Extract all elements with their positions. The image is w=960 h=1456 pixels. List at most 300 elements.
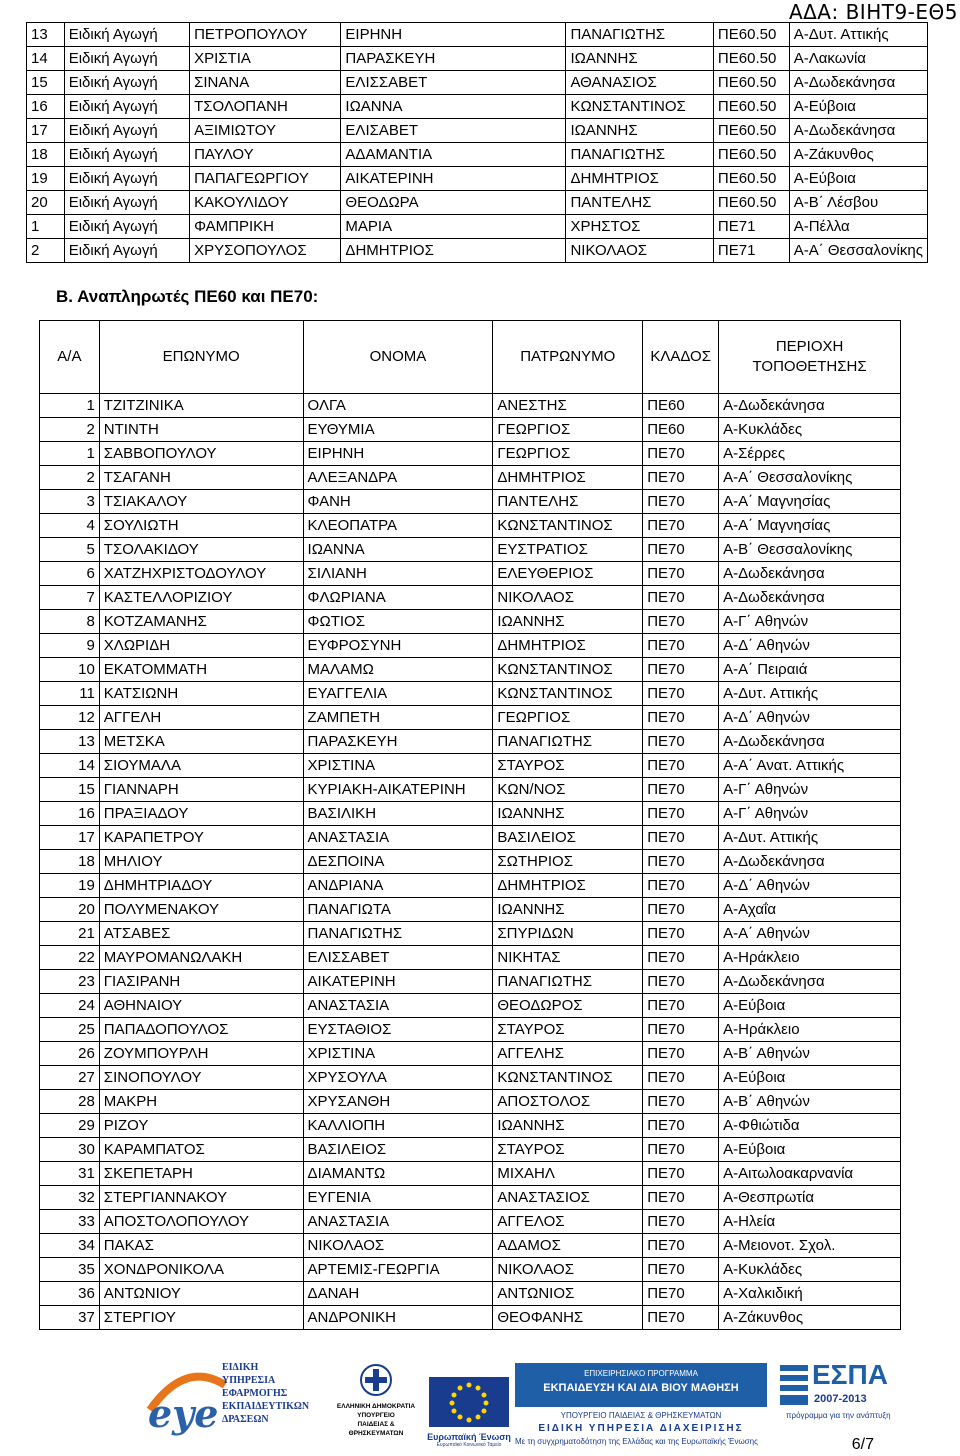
table-cell: ΣΠΥΡΙΔΩΝ bbox=[493, 922, 643, 946]
table-cell: ΑΠΟΣΤΟΛΟΣ bbox=[493, 1090, 643, 1114]
table-cell: 20 bbox=[40, 898, 100, 922]
table-cell: 13 bbox=[27, 23, 65, 47]
table-row bbox=[40, 490, 901, 514]
table-cell: ΑΝΑΣΤΑΣΙΟΣ bbox=[493, 1186, 643, 1210]
table-cell: Ειδική Αγωγή bbox=[64, 47, 189, 71]
table-cell: ΠΕ70 bbox=[643, 514, 719, 538]
table-cell: ΠΑΚΑΣ bbox=[99, 1234, 303, 1258]
table-cell: Ειδική Αγωγή bbox=[64, 119, 189, 143]
table-row bbox=[40, 682, 901, 706]
table-cell: ΜΑΥΡΟΜΑΝΩΛΑΚΗ bbox=[99, 946, 303, 970]
program-name-label: ΕΚΠΑΙΔΕΥΣΗ ΚΑΙ ΔΙΑ ΒΙΟΥ ΜΑΘΗΣΗ bbox=[543, 1382, 739, 1394]
table-cell: Α-Δωδεκάνησα bbox=[719, 562, 901, 586]
table-cell: ΚΑΛΛΙΟΠΗ bbox=[303, 1114, 493, 1138]
table-cell: 15 bbox=[40, 778, 100, 802]
program-top-label: ΕΠΙΧΕΙΡΗΣΙΑΚΟ ΠΡΟΓΡΑΜΜΑ bbox=[584, 1369, 698, 1378]
table-cell: Ειδική Αγωγή bbox=[64, 143, 189, 167]
table-cell: ΠΕ70 bbox=[643, 802, 719, 826]
table-cell: ΣΤΕΡΓΙΑΝΝΑΚΟΥ bbox=[99, 1186, 303, 1210]
table-cell: ΘΕΟΔΩΡΟΣ bbox=[493, 994, 643, 1018]
table-cell: 37 bbox=[40, 1306, 100, 1330]
table-cell: ΠΕ70 bbox=[643, 1114, 719, 1138]
table-cell: 2 bbox=[27, 239, 65, 263]
table-cell: ΠΕ70 bbox=[643, 682, 719, 706]
table-cell: ΑΔΑΜΑΝΤΙΑ bbox=[341, 143, 566, 167]
table-cell: 32 bbox=[40, 1186, 100, 1210]
table-cell: ΑΔΑΜΟΣ bbox=[493, 1234, 643, 1258]
table-cell: Α-Δ΄ Αθηνών bbox=[719, 874, 901, 898]
table-cell: Α-Σέρρες bbox=[719, 442, 901, 466]
eye-logo-text: eye bbox=[148, 1391, 219, 1436]
espa-years: 2007-2013 bbox=[814, 1393, 867, 1405]
table-cell: 12 bbox=[40, 706, 100, 730]
table-cell: 14 bbox=[27, 47, 65, 71]
table-cell: ΠΑΡΑΣΚΕΥΗ bbox=[341, 47, 566, 71]
table-cell: ΠΑΝΑΓΙΩΤΗΣ bbox=[303, 922, 493, 946]
table-row bbox=[40, 946, 901, 970]
table-cell: ΠΕ70 bbox=[643, 778, 719, 802]
table-cell: ΠΕ70 bbox=[643, 754, 719, 778]
table-cell: ΑΝΕΣΤΗΣ bbox=[493, 394, 643, 418]
table-cell: ΑΤΣΑΒΕΣ bbox=[99, 922, 303, 946]
table-cell: ΠΕ60 bbox=[643, 418, 719, 442]
table-cell: ΑΙΚΑΤΕΡΙΝΗ bbox=[341, 167, 566, 191]
table-cell: ΜΕΤΣΚΑ bbox=[99, 730, 303, 754]
page-number: 6/7 bbox=[851, 1436, 874, 1453]
table-cell: Α-Εύβοια bbox=[719, 1066, 901, 1090]
table-cell: ΕΥΑΓΓΕΛΙΑ bbox=[303, 682, 493, 706]
table-cell: ΧΡΙΣΤΙΝΑ bbox=[303, 1042, 493, 1066]
table-cell: ΠΕ70 bbox=[643, 586, 719, 610]
table-cell: ΝΤΙΝΤΗ bbox=[99, 418, 303, 442]
table-row bbox=[40, 562, 901, 586]
table-cell: ΜΗΛΙΟΥ bbox=[99, 850, 303, 874]
espa-sub: πρόγραμμα για την ανάπτυξη bbox=[786, 1411, 891, 1420]
table-cell: ΦΑΜΠΡΙΚΗ bbox=[190, 215, 341, 239]
table-cell: 23 bbox=[40, 970, 100, 994]
table-cell: ΚΑΣΤΕΛΛΟΡΙΖΙΟΥ bbox=[99, 586, 303, 610]
table-row bbox=[27, 191, 928, 215]
table-cell: ΠΑΝΑΓΙΩΤΗΣ bbox=[566, 23, 713, 47]
table-cell: ΚΛΕΟΠΑΤΡΑ bbox=[303, 514, 493, 538]
eye-logo-icon bbox=[140, 1355, 230, 1441]
table-cell: 18 bbox=[27, 143, 65, 167]
table-cell: 2 bbox=[40, 466, 100, 490]
table-cell: ΠΑΥΛΟΥ bbox=[190, 143, 341, 167]
table-cell: ΠΕ60.50 bbox=[713, 143, 789, 167]
table-row bbox=[40, 586, 901, 610]
table-cell: ΣΤΑΥΡΟΣ bbox=[493, 754, 643, 778]
table-cell: 26 bbox=[40, 1042, 100, 1066]
table-cell: ΠΕ70 bbox=[643, 1066, 719, 1090]
table-row bbox=[40, 1042, 901, 1066]
table-cell: ΠΑΝΑΓΙΩΤΗΣ bbox=[566, 143, 713, 167]
table-cell: Α-Κυκλάδες bbox=[719, 418, 901, 442]
cofund-note: Με τη συγχρηματοδότηση της Ελλάδας και της Ευρωπαϊκής Ένωσης bbox=[515, 1437, 758, 1446]
table-cell: ΤΣΑΓΑΝΗ bbox=[99, 466, 303, 490]
table-row bbox=[40, 1162, 901, 1186]
table-cell: ΔΗΜΗΤΡΙΟΣ bbox=[566, 167, 713, 191]
table-cell: Α-Δωδεκάνησα bbox=[719, 970, 901, 994]
table-cell: ΣΤΑΥΡΟΣ bbox=[493, 1018, 643, 1042]
table-cell: ΕΚΑΤΟΜΜΑΤΗ bbox=[99, 658, 303, 682]
table-cell: 25 bbox=[40, 1018, 100, 1042]
table-cell: ΑΝΤΩΝΙΟΥ bbox=[99, 1282, 303, 1306]
table-b-header-row bbox=[40, 321, 901, 394]
table-cell: ΠΕ70 bbox=[643, 634, 719, 658]
ministry-line-4: ΘΡΗΣΚΕΥΜΑΤΩΝ bbox=[348, 1430, 404, 1437]
table-cell: ΕΥΦΡΟΣΥΝΗ bbox=[303, 634, 493, 658]
table-cell: 14 bbox=[40, 754, 100, 778]
table-cell: 11 bbox=[40, 682, 100, 706]
table-cell: Α-Ηράκλειο bbox=[719, 1018, 901, 1042]
table-cell: ΑΝΤΩΝΙΟΣ bbox=[493, 1282, 643, 1306]
table-cell: ΚΩΝΣΤΑΝΤΙΝΟΣ bbox=[493, 682, 643, 706]
table-cell: ΓΕΩΡΓΙΟΣ bbox=[493, 706, 643, 730]
table-cell: Α-Α΄ Θεσσαλονίκης bbox=[789, 239, 927, 263]
table-row bbox=[40, 922, 901, 946]
table-cell: Ειδική Αγωγή bbox=[64, 215, 189, 239]
table-cell: 17 bbox=[40, 826, 100, 850]
table-cell: ΣΤΕΡΓΙΟΥ bbox=[99, 1306, 303, 1330]
table-cell: ΧΛΩΡΙΔΗ bbox=[99, 634, 303, 658]
table-cell: ΦΑΝΗ bbox=[303, 490, 493, 514]
table-cell: Α-Α΄ Ανατ. Αττικής bbox=[719, 754, 901, 778]
table-cell: ΠΕ70 bbox=[643, 466, 719, 490]
table-cell: ΟΛΓΑ bbox=[303, 394, 493, 418]
table-cell: ΑΝΑΣΤΑΣΙΑ bbox=[303, 994, 493, 1018]
table-cell: Α-Εύβοια bbox=[719, 1138, 901, 1162]
table-cell: ΘΕΟΔΩΡΑ bbox=[341, 191, 566, 215]
table-cell: ΑΓΓΕΛΗ bbox=[99, 706, 303, 730]
table-cell: ΠΕ70 bbox=[643, 1090, 719, 1114]
ministry-line-1: ΕΛΛΗΝΙΚΗ ΔΗΜΟΚΡΑΤΙΑ bbox=[336, 1403, 416, 1410]
table-cell: Α-Δ΄ Αθηνών bbox=[719, 634, 901, 658]
table-cell: 24 bbox=[40, 994, 100, 1018]
table-cell: ΠΕ70 bbox=[643, 1162, 719, 1186]
table-cell: ΖΟΥΜΠΟΥΡΛΗ bbox=[99, 1042, 303, 1066]
table-cell: Α-Β΄ Αθηνών bbox=[719, 1090, 901, 1114]
table-cell: Α-Δυτ. Αττικής bbox=[789, 23, 927, 47]
table-row bbox=[40, 778, 901, 802]
table-cell: 20 bbox=[27, 191, 65, 215]
table-cell: ΣΙΛΙΑΝΗ bbox=[303, 562, 493, 586]
table-cell: ΠΕ70 bbox=[643, 610, 719, 634]
table-cell: 7 bbox=[40, 586, 100, 610]
table-cell: ΙΩΑΝΝΑ bbox=[303, 538, 493, 562]
table-row bbox=[27, 71, 928, 95]
table-cell: ΙΩΑΝΝΑ bbox=[341, 95, 566, 119]
table-cell: ΑΛΕΞΑΝΔΡΑ bbox=[303, 466, 493, 490]
table-cell: ΔΗΜΗΤΡΙΟΣ bbox=[493, 874, 643, 898]
table-row bbox=[40, 898, 901, 922]
table-cell: ΚΩΝΣΤΑΝΤΙΝΟΣ bbox=[493, 1066, 643, 1090]
table-cell: Ειδική Αγωγή bbox=[64, 71, 189, 95]
table-cell: ΚΑΡΑΜΠΑΤΟΣ bbox=[99, 1138, 303, 1162]
program-ministry-label: ΥΠΟΥΡΓΕΙΟ ΠΑΙΔΕΙΑΣ & ΘΡΗΣΚΕΥΜΑΤΩΝ bbox=[560, 1411, 722, 1420]
table-cell: 19 bbox=[27, 167, 65, 191]
table-cell: ΠΕ60.50 bbox=[713, 191, 789, 215]
table-cell: ΠΕ60.50 bbox=[713, 23, 789, 47]
table-cell: ΔΗΜΗΤΡΙΟΣ bbox=[493, 634, 643, 658]
table-cell: ΠΕ70 bbox=[643, 826, 719, 850]
table-cell: 15 bbox=[27, 71, 65, 95]
table-cell: Α-Α΄ Πειραιά bbox=[719, 658, 901, 682]
table-cell: 27 bbox=[40, 1066, 100, 1090]
eye-line-2: ΥΠΗΡΕΣΙΑ bbox=[222, 1375, 276, 1386]
table-cell: 1 bbox=[27, 215, 65, 239]
table-cell: Α-Α΄ Μαγνησίας bbox=[719, 514, 901, 538]
table-cell: ΕΙΡΗΝΗ bbox=[341, 23, 566, 47]
eye-logo bbox=[140, 1355, 310, 1445]
table-cell: ΠΑΠΑΓΕΩΡΓΙΟΥ bbox=[190, 167, 341, 191]
table-row bbox=[40, 1090, 901, 1114]
table-cell: Α-Αχαΐα bbox=[719, 898, 901, 922]
table-row bbox=[40, 874, 901, 898]
table-row bbox=[40, 1282, 901, 1306]
table-cell: Α-Β΄ Θεσσαλονίκης bbox=[719, 538, 901, 562]
table-cell: ΚΩΝΣΤΑΝΤΙΝΟΣ bbox=[493, 514, 643, 538]
table-row bbox=[40, 610, 901, 634]
table-cell: ΕΛΕΥΘΕΡΙΟΣ bbox=[493, 562, 643, 586]
table-cell: ΣΑΒΒΟΠΟΥΛΟΥ bbox=[99, 442, 303, 466]
table-cell: ΠΕ70 bbox=[643, 562, 719, 586]
table-cell: ΙΩΑΝΝΗΣ bbox=[493, 898, 643, 922]
table-cell: 6 bbox=[40, 562, 100, 586]
table-cell: ΠΕ60.50 bbox=[713, 119, 789, 143]
eye-line-4: ΕΚΠΑΙΔΕΥΤΙΚΩΝ bbox=[222, 1401, 310, 1412]
table-cell: ΕΙΡΗΝΗ bbox=[303, 442, 493, 466]
table-row bbox=[27, 143, 928, 167]
table-cell: 19 bbox=[40, 874, 100, 898]
table-cell: Α-Ζάκυνθος bbox=[719, 1306, 901, 1330]
table-row bbox=[40, 394, 901, 418]
table-cell: Α-Χαλκιδική bbox=[719, 1282, 901, 1306]
table-cell: ΓΙΑΝΝΑΡΗ bbox=[99, 778, 303, 802]
table-cell: 33 bbox=[40, 1210, 100, 1234]
table-cell: ΠΕ60.50 bbox=[713, 71, 789, 95]
table-cell: ΠΕ70 bbox=[643, 442, 719, 466]
table-cell: ΙΩΑΝΝΗΣ bbox=[566, 47, 713, 71]
table-cell: ΠΕ70 bbox=[643, 1258, 719, 1282]
table-cell: 28 bbox=[40, 1090, 100, 1114]
program-mgmt-label: ΕΙΔΙΚΗ ΥΠΗΡΕΣΙΑ ΔΙΑΧΕΙΡΙΣΗΣ bbox=[538, 1423, 744, 1434]
table-cell: Α-Ζάκυνθος bbox=[789, 143, 927, 167]
table-cell: Α-Δωδεκάνησα bbox=[719, 586, 901, 610]
footer-logos bbox=[0, 1355, 960, 1456]
table-row bbox=[40, 1258, 901, 1282]
table-cell: Ειδική Αγωγή bbox=[64, 239, 189, 263]
greek-emblem-icon bbox=[359, 1363, 393, 1397]
table-cell: ΠΕ70 bbox=[643, 1306, 719, 1330]
table-cell: ΚΑΚΟΥΛΙΔΟΥ bbox=[190, 191, 341, 215]
table-cell: ΕΥΓΕΝΙΑ bbox=[303, 1186, 493, 1210]
table-a-body bbox=[27, 23, 928, 263]
table-row bbox=[40, 1210, 901, 1234]
table-cell: ΧΡΥΣΑΝΘΗ bbox=[303, 1090, 493, 1114]
espa-flag-icon bbox=[780, 1365, 808, 1405]
table-row bbox=[40, 1306, 901, 1330]
table-cell: 31 bbox=[40, 1162, 100, 1186]
table-cell: Ειδική Αγωγή bbox=[64, 191, 189, 215]
table-cell: ΠΑΝΑΓΙΩΤΑ bbox=[303, 898, 493, 922]
table-row bbox=[40, 1018, 901, 1042]
table-cell: ΑΞΙΜΙΩΤΟΥ bbox=[190, 119, 341, 143]
table-cell: ΡΙΖΟΥ bbox=[99, 1114, 303, 1138]
table-cell: 18 bbox=[40, 850, 100, 874]
table-cell: ΧΑΤΖΗΧΡΙΣΤΟΔΟΥΛΟΥ bbox=[99, 562, 303, 586]
table-cell: Ειδική Αγωγή bbox=[64, 167, 189, 191]
table-cell: 30 bbox=[40, 1138, 100, 1162]
table-cell: ΠΕ70 bbox=[643, 970, 719, 994]
table-row bbox=[40, 826, 901, 850]
table-cell: ΙΩΑΝΝΗΣ bbox=[566, 119, 713, 143]
table-cell: ΜΑΛΑΜΩ bbox=[303, 658, 493, 682]
table-cell: 13 bbox=[40, 730, 100, 754]
table-row bbox=[27, 167, 928, 191]
table-cell: 35 bbox=[40, 1258, 100, 1282]
table-cell: ΠΑΝΤΕΛΗΣ bbox=[566, 191, 713, 215]
table-cell: ΒΑΣΙΛΙΚΗ bbox=[303, 802, 493, 826]
table-cell: ΧΟΝΔΡΟΝΙΚΟΛΑ bbox=[99, 1258, 303, 1282]
table-cell: Α-Β΄ Αθηνών bbox=[719, 1042, 901, 1066]
table-cell: 22 bbox=[40, 946, 100, 970]
table-cell: 5 bbox=[40, 538, 100, 562]
table-cell: ΕΥΣΤΑΘΙΟΣ bbox=[303, 1018, 493, 1042]
table-cell: ΠΕ70 bbox=[643, 946, 719, 970]
table-cell: ΜΑΡΙΑ bbox=[341, 215, 566, 239]
col-header-region: ΠΕΡΙΟΧΗ ΤΟΠΟΘΕΤΗΣΗΣ bbox=[719, 321, 901, 394]
table-cell: ΓΕΩΡΓΙΟΣ bbox=[493, 418, 643, 442]
table-cell: ΕΛΙΣΣΑΒΕΤ bbox=[341, 71, 566, 95]
table-b bbox=[39, 320, 901, 1330]
table-row bbox=[40, 442, 901, 466]
table-row bbox=[40, 538, 901, 562]
table-cell: ΙΩΑΝΝΗΣ bbox=[493, 802, 643, 826]
table-cell: Α-Πέλλα bbox=[789, 215, 927, 239]
col-header-name: ΟΝΟΜΑ bbox=[303, 321, 493, 394]
table-cell: ΠΕ70 bbox=[643, 1210, 719, 1234]
table-cell: ΑΓΓΕΛΗΣ bbox=[493, 1042, 643, 1066]
table-cell: ΠΕ70 bbox=[643, 1138, 719, 1162]
table-cell: Α-Β΄ Λέσβου bbox=[789, 191, 927, 215]
table-cell: ΠΕ70 bbox=[643, 898, 719, 922]
table-cell: ΠΕ60.50 bbox=[713, 167, 789, 191]
table-cell: ΤΣΙΑΚΑΛΟΥ bbox=[99, 490, 303, 514]
table-cell: 4 bbox=[40, 514, 100, 538]
table-cell: Α-Δωδεκάνησα bbox=[719, 730, 901, 754]
table-row bbox=[40, 1066, 901, 1090]
table-cell: 2 bbox=[40, 418, 100, 442]
table-cell: ΣΚΕΠΕΤΑΡΗ bbox=[99, 1162, 303, 1186]
table-cell: Α-Δωδεκάνησα bbox=[789, 71, 927, 95]
table-cell: Α-Εύβοια bbox=[719, 994, 901, 1018]
table-cell: Α-Δυτ. Αττικής bbox=[719, 826, 901, 850]
table-cell: ΕΛΙΣΣΑΒΕΤ bbox=[303, 946, 493, 970]
table-cell: ΤΣΟΛΟΠΑΝΗ bbox=[190, 95, 341, 119]
col-header-fathername: ΠΑΤΡΩΝΥΜΟ bbox=[493, 321, 643, 394]
table-cell: ΠΕ70 bbox=[643, 1282, 719, 1306]
table-cell: Α-Α΄ Θεσσαλονίκης bbox=[719, 466, 901, 490]
table-cell: 1 bbox=[40, 442, 100, 466]
table-cell: ΑΝΔΡΟΝΙΚΗ bbox=[303, 1306, 493, 1330]
table-cell: ΔΕΣΠΟΙΝΑ bbox=[303, 850, 493, 874]
table-cell: ΠΕ70 bbox=[643, 994, 719, 1018]
table-cell: ΕΛΙΣΑΒΕΤ bbox=[341, 119, 566, 143]
table-cell: ΠΕ71 bbox=[713, 239, 789, 263]
table-cell: ΠΑΝΑΓΙΩΤΗΣ bbox=[493, 970, 643, 994]
table-cell: ΣΙΟΥΜΑΛΑ bbox=[99, 754, 303, 778]
eu-label: Ευρωπαϊκή Ένωση bbox=[427, 1432, 511, 1442]
table-cell: ΠΕ60.50 bbox=[713, 95, 789, 119]
table-cell: ΦΩΤΙΟΣ bbox=[303, 610, 493, 634]
table-cell: ΠΑΡΑΣΚΕΥΗ bbox=[303, 730, 493, 754]
table-cell: ΑΙΚΑΤΕΡΙΝΗ bbox=[303, 970, 493, 994]
table-cell: ΠΕ70 bbox=[643, 658, 719, 682]
section-b-title: Β. Αναπληρωτές ΠΕ60 και ΠΕ70: bbox=[56, 287, 319, 306]
espa-logo bbox=[780, 1359, 910, 1429]
table-cell: ΝΙΚΟΛΑΟΣ bbox=[566, 239, 713, 263]
table-cell: Α-Α΄ Μαγνησίας bbox=[719, 490, 901, 514]
table-cell: Α-Δωδεκάνησα bbox=[789, 119, 927, 143]
table-row bbox=[27, 23, 928, 47]
table-cell: 16 bbox=[27, 95, 65, 119]
table-cell: Α-Δυτ. Αττικής bbox=[719, 682, 901, 706]
table-cell: ΠΕΤΡΟΠΟΥΛΟΥ bbox=[190, 23, 341, 47]
table-cell: ΑΝΑΣΤΑΣΙΑ bbox=[303, 826, 493, 850]
table-cell: ΔΗΜΗΤΡΙΟΣ bbox=[493, 466, 643, 490]
table-cell: ΠΕ70 bbox=[643, 1234, 719, 1258]
table-cell: ΔΗΜΗΤΡΙΟΣ bbox=[341, 239, 566, 263]
table-cell: ΑΘΑΝΑΣΙΟΣ bbox=[566, 71, 713, 95]
table-row bbox=[27, 119, 928, 143]
table-row bbox=[40, 466, 901, 490]
table-row bbox=[27, 215, 928, 239]
table-cell: ΠΕ70 bbox=[643, 874, 719, 898]
eye-line-3: ΕΦΑΡΜΟΓΗΣ bbox=[222, 1388, 288, 1399]
table-cell: ΠΕ60.50 bbox=[713, 47, 789, 71]
table-cell: ΓΕΩΡΓΙΟΣ bbox=[493, 442, 643, 466]
eu-fund-label: Ευρωπαϊκό Κοινωνικό Ταμείο bbox=[436, 1442, 502, 1448]
table-cell: ΔΗΜΗΤΡΙΑΔΟΥ bbox=[99, 874, 303, 898]
table-cell: ΙΩΑΝΝΗΣ bbox=[493, 1114, 643, 1138]
table-row bbox=[40, 1186, 901, 1210]
ministry-line-2: ΥΠΟΥΡΓΕΙΟ bbox=[357, 1412, 395, 1419]
table-cell: ΧΡΥΣΟΥΛΑ bbox=[303, 1066, 493, 1090]
table-cell: ΠΕ70 bbox=[643, 490, 719, 514]
table-row bbox=[40, 658, 901, 682]
table-cell: ΒΑΣΙΛΕΙΟΣ bbox=[493, 826, 643, 850]
table-row bbox=[40, 514, 901, 538]
table-cell: ΠΕ70 bbox=[643, 538, 719, 562]
program-banner bbox=[515, 1355, 767, 1433]
table-cell: ΚΩΝ/ΝΟΣ bbox=[493, 778, 643, 802]
table-cell: Α-Δωδεκάνησα bbox=[719, 850, 901, 874]
table-cell: ΠΕ70 bbox=[643, 1018, 719, 1042]
table-cell: ΠΕ70 bbox=[643, 1186, 719, 1210]
table-cell: 29 bbox=[40, 1114, 100, 1138]
ministry-logo bbox=[326, 1363, 426, 1448]
table-cell: Α-Δωδεκάνησα bbox=[719, 394, 901, 418]
table-cell: ΝΙΚΟΛΑΟΣ bbox=[493, 1258, 643, 1282]
table-cell: ΝΙΚΟΛΑΟΣ bbox=[303, 1234, 493, 1258]
table-cell: 3 bbox=[40, 490, 100, 514]
table-cell: ΒΑΣΙΛΕΙΟΣ bbox=[303, 1138, 493, 1162]
table-cell: ΣΤΑΥΡΟΣ bbox=[493, 1138, 643, 1162]
table-cell: Α-Γ΄ Αθηνών bbox=[719, 610, 901, 634]
eye-line-1: ΕΙΔΙΚΗ bbox=[222, 1362, 259, 1373]
table-cell: ΑΘΗΝΑΙΟΥ bbox=[99, 994, 303, 1018]
